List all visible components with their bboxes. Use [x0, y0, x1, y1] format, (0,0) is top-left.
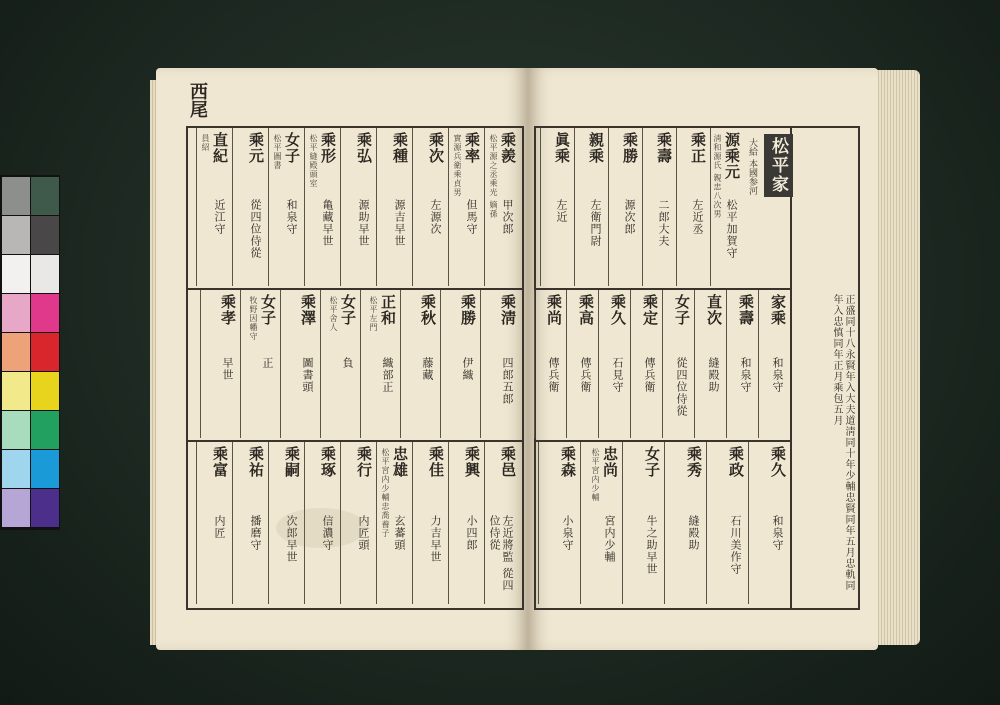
genealogy-entry: [480, 290, 520, 438]
genealogy-entry: [664, 442, 706, 604]
column-rule: [376, 442, 377, 604]
person-title: 負: [341, 357, 354, 369]
genealogy-entry: [662, 290, 694, 438]
person-title: 源次郎: [623, 199, 636, 235]
person-name: 乘邑: [499, 446, 517, 478]
person-title: 宮内少輔: [603, 515, 616, 563]
column-rule: [664, 442, 665, 604]
person-title: 正: [261, 357, 274, 369]
person-title: 和泉守: [771, 515, 784, 551]
color-swatch: [2, 450, 30, 488]
genealogy-entry: [574, 128, 608, 286]
column-rule: [360, 290, 361, 438]
person-title: 和泉守: [771, 357, 784, 393]
person-note: 松平圖書: [273, 134, 282, 170]
person-name: 乘琢: [319, 446, 337, 478]
person-title: 四郎五郎: [501, 357, 514, 405]
margin-note: 正盛同十八永賢年入大夫道淸同十年少輔忠賢同年五月忠軌同年入忠慎同年正月乘包五月: [831, 294, 854, 591]
person-name: 乘久: [769, 446, 787, 478]
genealogy-entry: [280, 290, 320, 438]
person-name: 忠雄: [391, 446, 409, 478]
person-name: 乘弘: [355, 132, 373, 164]
column-rule: [598, 290, 599, 438]
column-rule: [240, 290, 241, 438]
person-note: 牧野因幡守: [249, 296, 258, 341]
genealogy-entry: [412, 442, 448, 604]
person-title: 牛之助早世: [645, 515, 658, 575]
color-swatch: [31, 294, 59, 332]
genealogy-entry: [412, 128, 448, 286]
column-rule: [268, 128, 269, 286]
genealogy-entry: [232, 128, 268, 286]
person-title: 左衛門尉: [589, 199, 602, 247]
person-title: 玄蕃頭: [393, 515, 406, 551]
column-rule: [412, 442, 413, 604]
column-rule: [484, 442, 485, 604]
person-name: 乘定: [641, 294, 659, 326]
genealogy-entry: [484, 128, 520, 286]
genealogy-entry: [710, 128, 744, 286]
person-name: 乘孝: [219, 294, 237, 326]
person-name: 正和: [379, 294, 397, 326]
column-rule: [484, 128, 485, 286]
column-rule: [440, 290, 441, 438]
genealogy-entry: [196, 442, 232, 604]
person-title: 縫殿助: [707, 357, 720, 393]
right-column-divider: [790, 126, 792, 608]
column-rule: [630, 290, 631, 438]
column-rule: [280, 290, 281, 438]
column-rule: [538, 442, 539, 604]
person-title: 内匠: [213, 515, 226, 539]
genealogy-entry: [268, 128, 304, 286]
column-rule: [574, 128, 575, 286]
column-rule: [726, 290, 727, 438]
color-checker: [0, 175, 60, 530]
person-title: 二郎大夫: [657, 199, 670, 247]
color-swatch: [2, 489, 30, 527]
color-swatch: [2, 294, 30, 332]
person-title: 次郎早世: [285, 515, 298, 563]
person-title: 圖書頭: [301, 357, 314, 393]
column-rule: [320, 290, 321, 438]
genealogy-entry: [376, 442, 412, 604]
person-title: 和泉守: [285, 199, 298, 235]
person-name: 乘種: [391, 132, 409, 164]
person-name: 乘次: [427, 132, 445, 164]
person-note: 松平縫殿頭室: [309, 134, 318, 188]
person-title: 左源次: [429, 199, 442, 235]
person-name: 乘尚: [545, 294, 563, 326]
person-title: 和泉守: [739, 357, 752, 393]
genealogy-entry: [196, 128, 232, 286]
column-rule: [748, 442, 749, 604]
person-title: 傳兵衛: [579, 357, 592, 393]
column-rule: [706, 442, 707, 604]
person-name: 女子: [673, 294, 691, 326]
column-rule: [376, 128, 377, 286]
person-note: 員紹: [201, 134, 210, 152]
person-name: 乘率: [463, 132, 481, 164]
person-title: 石見守: [611, 357, 624, 393]
column-rule: [608, 128, 609, 286]
person-name: 乘興: [463, 446, 481, 478]
genealogy-entry: [622, 442, 664, 604]
genealogy-entry: [440, 290, 480, 438]
genealogy-entry: [580, 442, 622, 604]
column-rule: [758, 290, 759, 438]
genealogy-entry: [448, 128, 484, 286]
genealogy-entry: [608, 128, 642, 286]
person-name: 忠尚: [601, 446, 619, 478]
column-rule: [196, 442, 197, 604]
left-page: [156, 68, 528, 650]
title-note: 大給 本國参河: [747, 138, 757, 195]
person-name: 乘元: [247, 132, 265, 164]
person-name: 女子: [283, 132, 301, 164]
column-rule: [400, 290, 401, 438]
person-title: 傳兵衛: [643, 357, 656, 393]
column-rule: [196, 128, 197, 286]
genealogy-entry: [304, 128, 340, 286]
genealogy-entry: [630, 290, 662, 438]
column-rule: [480, 290, 481, 438]
color-swatch: [31, 255, 59, 293]
genealogy-entry: [694, 290, 726, 438]
family-title: 松平家: [764, 134, 793, 197]
column-rule: [232, 442, 233, 604]
color-swatch: [31, 489, 59, 527]
person-note: 松平舍人: [329, 296, 338, 332]
column-rule: [448, 128, 449, 286]
person-note: 淸和源氏 親忠八次男: [713, 134, 722, 219]
person-name: 女子: [259, 294, 277, 326]
person-name: 乘祐: [247, 446, 265, 478]
person-name: 源乘元: [723, 132, 741, 180]
person-name: 乘高: [577, 294, 595, 326]
genealogy-entry: [540, 128, 574, 286]
genealogy-entry: [340, 128, 376, 286]
genealogy-entry: [400, 290, 440, 438]
column-rule: [268, 442, 269, 604]
column-rule: [566, 290, 567, 438]
genealogy-entry: [240, 290, 280, 438]
genealogy-entry: [748, 442, 790, 604]
color-swatch: [31, 450, 59, 488]
person-name: 乘正: [689, 132, 707, 164]
person-title: 源吉早世: [393, 199, 406, 247]
person-note: 松平源之丞乘光 嫡孫: [489, 134, 498, 219]
person-name: 乘壽: [737, 294, 755, 326]
person-title: 播磨守: [249, 515, 262, 551]
person-name: 乘久: [609, 294, 627, 326]
genealogy-entry: [448, 442, 484, 604]
person-title: 亀藏早世: [321, 199, 334, 247]
person-name: 乘壽: [655, 132, 673, 164]
person-name: 家乘: [769, 294, 787, 326]
person-title: 小四郎: [465, 515, 478, 551]
person-title: 從四位侍從: [249, 199, 262, 259]
person-name: 親乘: [587, 132, 605, 164]
person-name: 眞乘: [553, 132, 571, 164]
person-title: 左近: [555, 199, 568, 223]
person-note: 松平宮内少輔: [591, 448, 600, 502]
person-title: 内匠頭: [357, 515, 370, 551]
genealogy-entry: [534, 290, 566, 438]
column-rule: [676, 128, 677, 286]
person-name: 乘富: [211, 446, 229, 478]
column-rule: [448, 442, 449, 604]
column-rule: [694, 290, 695, 438]
column-rule: [340, 128, 341, 286]
color-swatch: [2, 333, 30, 371]
column-rule: [412, 128, 413, 286]
genealogy-entry: [360, 290, 400, 438]
person-name: 乘澤: [299, 294, 317, 326]
person-name: 乘淸: [499, 294, 517, 326]
genealogy-entry: [484, 442, 520, 604]
column-rule: [304, 128, 305, 286]
corner-label: 西尾: [187, 82, 208, 118]
person-name: 乘羨: [499, 132, 517, 164]
person-name: 乘秀: [685, 446, 703, 478]
person-title: 源助早世: [357, 199, 370, 247]
color-swatch: [31, 216, 59, 254]
person-title: 小泉守: [561, 515, 574, 551]
person-name: 乘秋: [419, 294, 437, 326]
person-name: 乘勝: [459, 294, 477, 326]
color-swatch: [31, 411, 59, 449]
person-note: 實源兵衛乘貞男: [453, 134, 462, 197]
right-page: [528, 68, 878, 650]
genealogy-entry: [726, 290, 758, 438]
person-name: 直紀: [211, 132, 229, 164]
column-rule: [200, 290, 201, 438]
person-title: 織部正: [381, 357, 394, 393]
color-swatch: [2, 216, 30, 254]
person-title: 藤藏: [421, 357, 434, 381]
color-swatch: [2, 372, 30, 410]
person-name: 乘森: [559, 446, 577, 478]
genealogy-entry: [200, 290, 240, 438]
person-title: 從四位侍從: [675, 357, 688, 417]
column-rule: [710, 128, 711, 286]
person-note: 松平宮内少輔忠喬養子: [381, 448, 390, 538]
person-title: 信濃守: [321, 515, 334, 551]
genealogy-entry: [706, 442, 748, 604]
person-name: 乘形: [319, 132, 337, 164]
genealogy-entry: [538, 442, 580, 604]
person-title: 傳兵衛: [547, 357, 560, 393]
person-title: 但馬守: [465, 199, 478, 235]
genealogy-entry: [320, 290, 360, 438]
person-name: 女子: [643, 446, 661, 478]
column-rule: [534, 290, 535, 438]
color-swatch: [2, 177, 30, 215]
person-name: 乘佳: [427, 446, 445, 478]
genealogy-entry: [566, 290, 598, 438]
column-rule: [622, 442, 623, 604]
genealogy-entry: [232, 442, 268, 604]
person-title: 力吉早世: [429, 515, 442, 563]
person-title: 伊織: [461, 357, 474, 381]
color-swatch: [2, 255, 30, 293]
genealogy-entry: [376, 128, 412, 286]
paper-stain: [276, 508, 366, 548]
person-title: 石川美作守: [729, 515, 742, 575]
open-book: [150, 60, 920, 655]
person-title: 早世: [221, 357, 234, 381]
person-title: 甲次郎: [501, 199, 514, 235]
color-swatch: [31, 333, 59, 371]
genealogy-entry: [676, 128, 710, 286]
person-title: 松平加賀守: [725, 199, 738, 259]
column-rule: [642, 128, 643, 286]
person-name: 乘嗣: [283, 446, 301, 478]
genealogy-entry: [758, 290, 790, 438]
color-swatch: [31, 372, 59, 410]
person-name: 女子: [339, 294, 357, 326]
person-title: 縫殿助: [687, 515, 700, 551]
person-name: 直次: [705, 294, 723, 326]
person-name: 乘行: [355, 446, 373, 478]
person-name: 乘勝: [621, 132, 639, 164]
color-swatch: [31, 177, 59, 215]
column-rule: [662, 290, 663, 438]
genealogy-entry: [598, 290, 630, 438]
person-name: 乘政: [727, 446, 745, 478]
column-rule: [580, 442, 581, 604]
person-note: 松平左門: [369, 296, 378, 332]
color-swatch: [2, 411, 30, 449]
person-title: 左近將監 從四位侍從: [488, 515, 514, 592]
person-title: 左近丞: [691, 199, 704, 235]
genealogy-entry: [642, 128, 676, 286]
column-rule: [540, 128, 541, 286]
column-rule: [232, 128, 233, 286]
person-title: 近江守: [213, 199, 226, 235]
